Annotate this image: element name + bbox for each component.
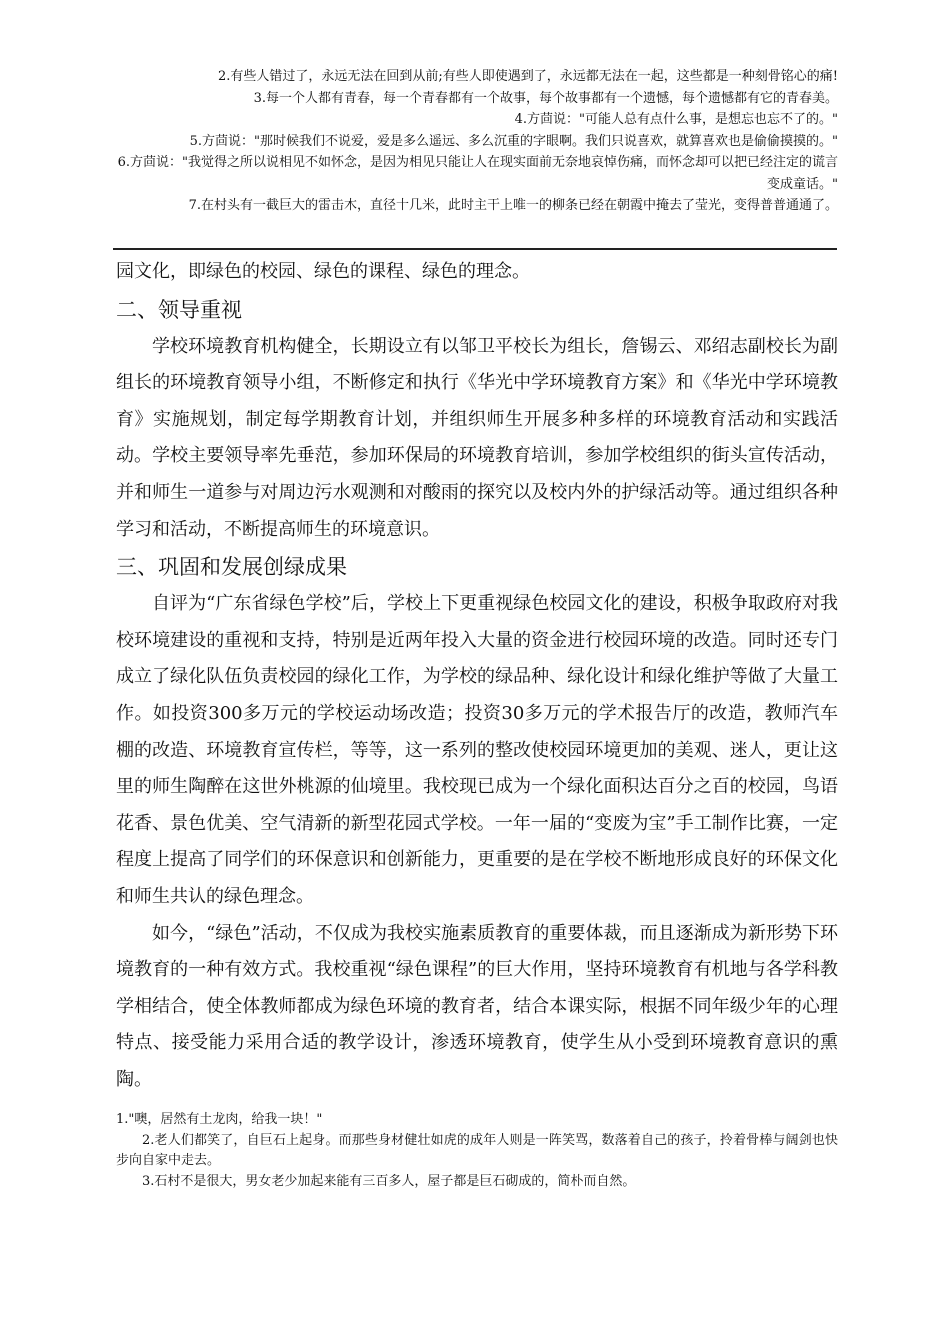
section-3-paragraph-2: 如今，“绿色”活动，不仅成为我校实施素质教育的重要体裁，而且逐渐成为新形势下环境教育的一种有效方式。我校重视“绿色课程”的巨大作用，坚持环境教育有机地与各学科教学相结合，使全体教师都成为绿色环境的教育者，结合本课实际，根据不同年级少年的心理特点、接受能力采用合适的教学设计，渗透环境教育，使学生从小受到环境教育意识的熏陶。 [116, 922, 838, 1090]
section-2-paragraph: 学校环境教育机构健全，长期设立有以邹卫平校长为组长，詹锡云、邓绍志副校长为副组长的环境教育领导小组，不断修定和执行《华光中学环境教育方案》和《华光中学环境教育》实施规划，制定每学期教育计划，并组织师生开展多种多样的环境教育活动和实践活动。学校主要领导率先垂范，参加环保局的环境教育培训，参加学校组织的街头宣传活动，并和师生一道参与对周边污水观测和对酸雨的探究以及校内外的护绿活动等。通过组织各种学习和活动，不断提高师生的环境意识。 [116, 335, 838, 540]
section-3-heading: 三、巩固和发展创绿成果 [116, 555, 347, 580]
footer-note-2: 2.老人们都笑了，自巨石上起身。而那些身材健壮如虎的成年人则是一阵笑骂，数落着自己的孩子，拎着骨棒与阔剑也快步向自家中走去。 [116, 1132, 838, 1168]
header-note-5: 5.方茴说："那时候我们不说爱，爱是多么遥远、多么沉重的字眼啊。我们只说喜欢，就算喜欢也是偷偷摸摸的。" [189, 133, 838, 149]
footer-notes [116, 1110, 838, 1192]
main-body [116, 254, 838, 1098]
footer-note-3: 3.石村不是很大，男女老少加起来能有三百多人，屋子都是巨石砌成的，简朴而自然。 [142, 1173, 636, 1189]
header-note-6: 6.方茴说："我觉得之所以说相见不如怀念，是因为相见只能让人在现实面前无奈地哀悼伤痛，而怀念却可以把已经注定的谎言变成童话。" [117, 155, 838, 192]
header-note-3: 3.每一个人都有青春，每一个青春都有一个故事，每个故事都有一个遗憾，每个遗憾都有它的青春美。 [253, 90, 838, 106]
footer-note-1: 1."噢，居然有土龙肉，给我一块！" [116, 1112, 323, 1127]
header-note-7: 7.在村头有一截巨大的雷击木，直径十几米，此时主干上唯一的柳条已经在朝霞中掩去了莹光，变得普普通通了。 [188, 198, 838, 213]
header-notes [110, 66, 838, 217]
intro-line: 园文化，即绿色的校园、绿色的课程、绿色的理念。 [116, 261, 530, 282]
header-note-4: 4.方茴说："可能人总有点什么事，是想忘也忘不了的。" [514, 112, 838, 127]
header-note-2: 2.有些人错过了，永远无法在回到从前;有些人即使遇到了，永远都无法在一起，这些都是一种刻骨铭心的痛! [217, 69, 838, 84]
header-divider [113, 248, 837, 250]
section-3-paragraph-1: 自评为“广东省绿色学校”后，学校上下更重视绿色校园文化的建设，积极争取政府对我校环境建设的重视和支持，特别是近两年投入大量的资金进行校园环境的改造。同时还专门成立了绿化队伍负责校园的绿化工作，为学校的绿品种、绿化设计和绿化维护等做了大量工作。如投资300多万元的学校运动场改造；投资30多万元的学术报告厅的改造，教师汽车棚的改造、环境教育宣传栏，等等，这一系列的整改使校园环境更加的美观、迷人，更让这里的师生陶醉在这世外桃源的仙境里。我校现已成为一个绿化面积达百分之百的校园，鸟语花香、景色优美、空气清新的新型花园式学校。一年一届的“变废为宝”手工制作比赛，一定程度上提高了同学们的环保意识和创新能力，更重要的是在学校不断地形成良好的环保文化和师生共认的绿色理念。 [116, 593, 838, 907]
section-2-heading: 二、领导重视 [116, 297, 242, 322]
